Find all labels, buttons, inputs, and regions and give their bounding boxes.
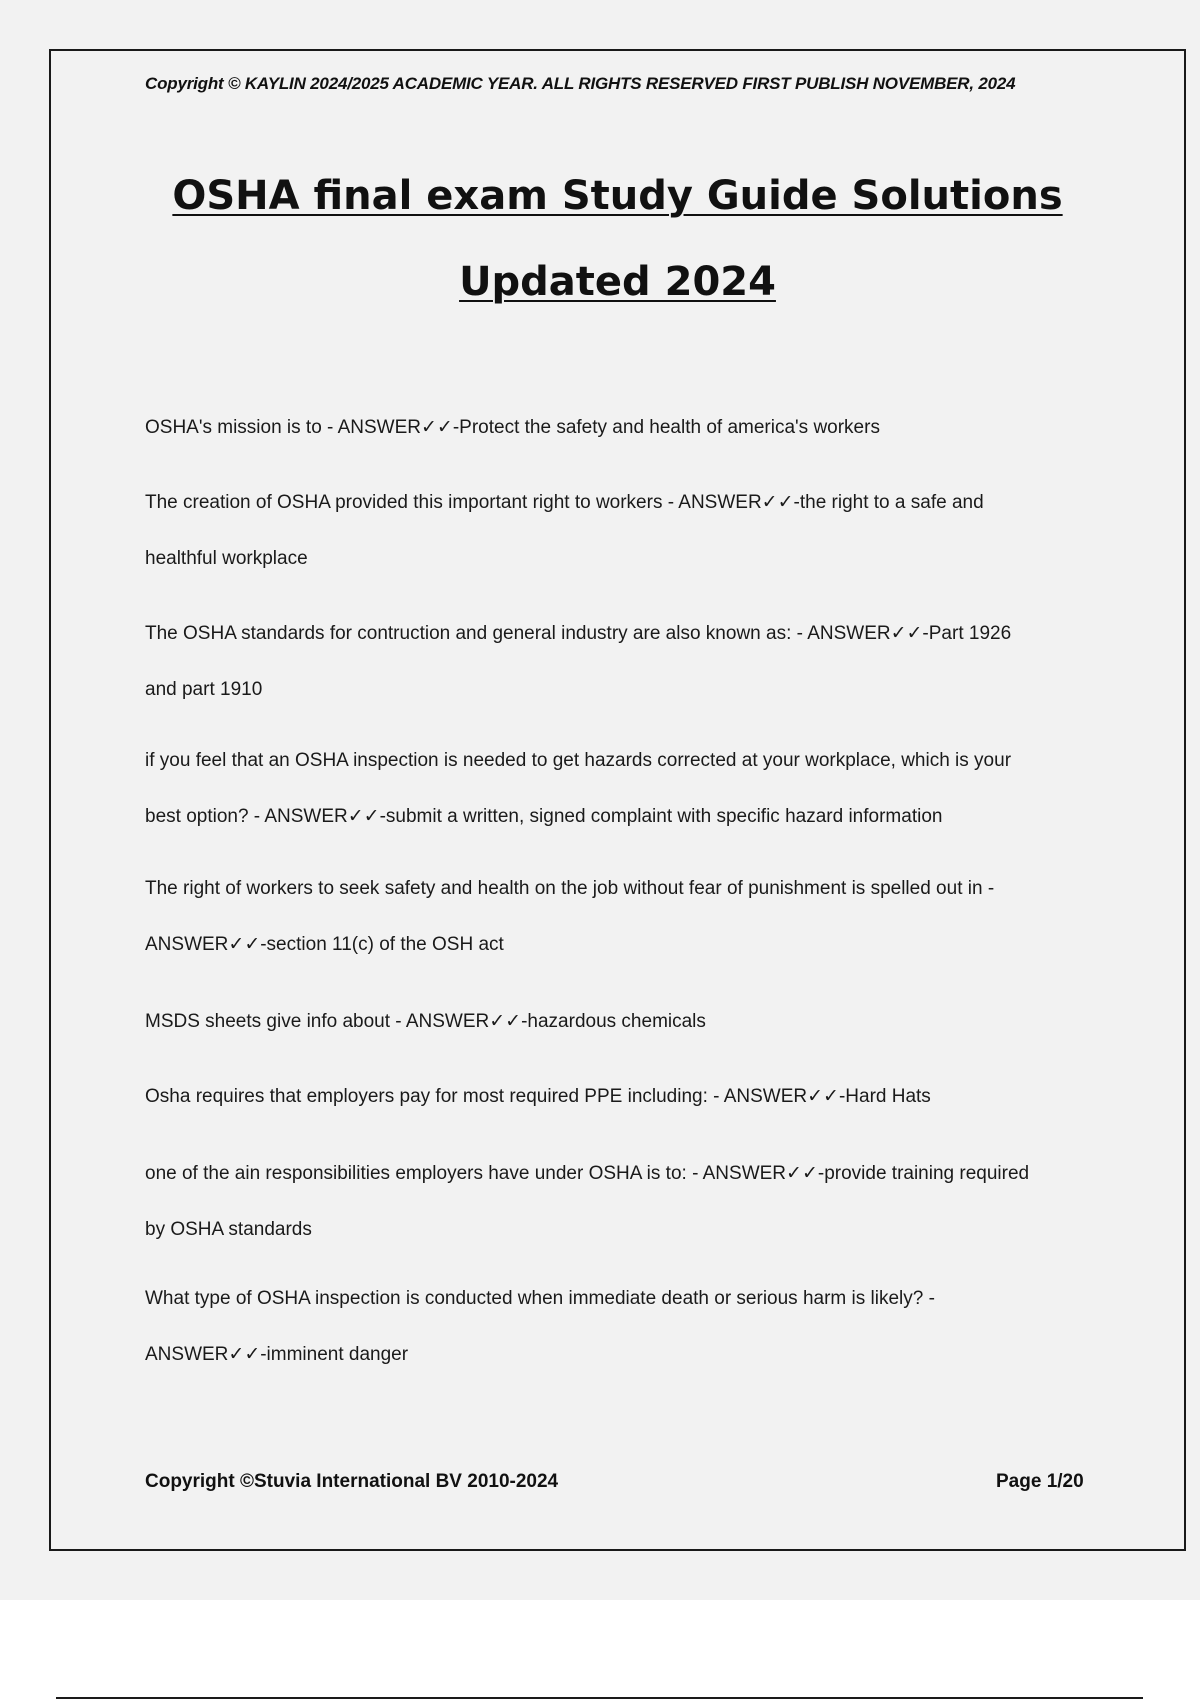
qa-line: by OSHA standards: [145, 1219, 312, 1240]
qa-item: [145, 400, 1095, 456]
footer-copyright: Copyright ©Stuvia International BV 2010-2024: [145, 1471, 559, 1492]
document-title: OSHA final exam Study Guide Solutions: [172, 173, 1063, 219]
qa-line: if you feel that an OSHA inspection is needed to get hazards corrected at your workplace, which is your: [145, 750, 1012, 771]
qa-item: [145, 994, 1095, 1050]
qa-item: [145, 1069, 1095, 1125]
qa-item: [145, 475, 1095, 587]
qa-item: [145, 1146, 1095, 1258]
next-page-divider: [56, 1697, 1143, 1699]
qa-item: [145, 733, 1095, 845]
qa-line: What type of OSHA inspection is conducted when immediate death or serious harm is likely? -: [145, 1288, 935, 1309]
qa-line: MSDS sheets give info about - ANSWER✓✓-hazardous chemicals: [145, 1011, 706, 1032]
qa-line: ANSWER✓✓-imminent danger: [145, 1344, 409, 1365]
qa-line: ANSWER✓✓-section 11(c) of the OSH act: [145, 934, 504, 955]
page-number: Page 1/20: [996, 1471, 1084, 1492]
qa-item: [145, 606, 1095, 718]
header-copyright: Copyright © KAYLIN 2024/2025 ACADEMIC YEAR. ALL RIGHTS RESERVED FIRST PUBLISH NOVEMBER, 2024: [145, 74, 1016, 93]
qa-line: OSHA's mission is to - ANSWER✓✓-Protect the safety and health of america's workers: [145, 417, 880, 438]
qa-line: one of the ain responsibilities employers have under OSHA is to: - ANSWER✓✓-provide training required: [145, 1163, 1030, 1184]
qa-line: best option? - ANSWER✓✓-submit a written, signed complaint with specific hazard information: [145, 806, 943, 827]
qa-line: The creation of OSHA provided this important right to workers - ANSWER✓✓-the right to a safe and: [145, 492, 984, 513]
qa-line: and part 1910: [145, 679, 263, 700]
qa-line: The right of workers to seek safety and health on the job without fear of punishment is spelled out in -: [145, 878, 995, 899]
qa-line: The OSHA standards for contruction and general industry are also known as: - ANSWER✓✓-Part 1926: [145, 623, 1012, 644]
qa-line: Osha requires that employers pay for most required PPE including: - ANSWER✓✓-Hard Hats: [145, 1086, 931, 1107]
qa-line: healthful workplace: [145, 548, 308, 569]
qa-item: [145, 1271, 1095, 1383]
qa-item: [145, 861, 1095, 973]
document-subtitle: Updated 2024: [459, 259, 776, 305]
